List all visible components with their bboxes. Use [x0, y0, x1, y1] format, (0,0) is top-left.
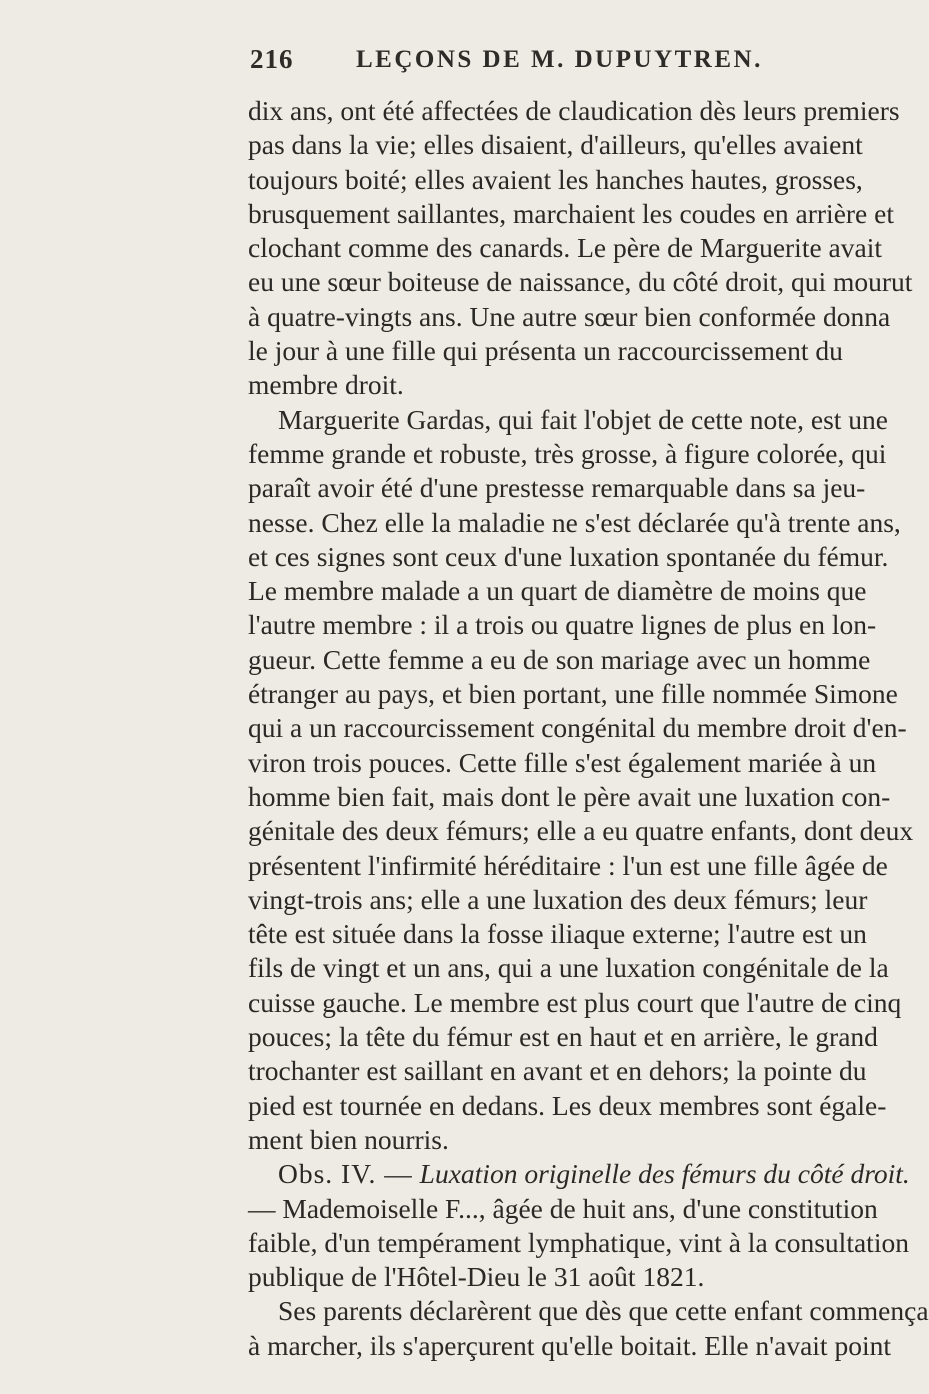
text-line: pas dans la vie; elles disaient, d'ailleurs, qu'elles avaient	[248, 129, 863, 161]
text-line: eu une sœur boiteuse de naissance, du côté droit, qui mourut	[248, 266, 913, 298]
text-line: étranger au pays, et bien portant, une fille nommée Simone	[248, 678, 898, 710]
text-line: ment bien nourris.	[248, 1123, 449, 1155]
text-line: — Mademoiselle F..., âgée de huit ans, d'une constitution	[248, 1192, 878, 1224]
text-line: présentent l'infirmité héréditaire : l'un est une fille âgée de	[248, 849, 888, 881]
text-line: viron trois pouces. Cette fille s'est également mariée à un	[248, 746, 877, 778]
text-line: le jour à une fille qui présenta un raccourcissement du	[248, 335, 843, 367]
text-line: fils de vingt et un ans, qui a une luxation congénitale de la	[248, 952, 889, 984]
text-line: Ses parents déclarèrent que dès que cette enfant commença	[278, 1295, 929, 1327]
text-line: femme grande et robuste, très grosse, à figure colorée, qui	[248, 437, 887, 469]
text-line: nesse. Chez elle la maladie ne s'est déclarée qu'à trente ans,	[248, 506, 901, 538]
running-title: LEÇONS DE M. DUPUYTREN.	[356, 46, 763, 73]
text-line: tête est située dans la fosse iliaque externe; l'autre est un	[248, 918, 867, 950]
text-line: faible, d'un tempérament lymphatique, vint à la consultation	[248, 1226, 909, 1258]
text-line: à marcher, ils s'aperçurent qu'elle boitait. Elle n'avait point	[248, 1329, 891, 1361]
body-text	[248, 94, 929, 1363]
page-number: 216	[250, 44, 294, 74]
text-line: trochanter est saillant en avant et en dehors; la pointe du	[248, 1055, 867, 1087]
text-line: membre droit.	[248, 369, 404, 401]
text-line: clochant comme des canards. Le père de Marguerite avait	[248, 232, 882, 264]
observation-label: Obs. IV. —	[278, 1158, 413, 1190]
text-line: génitale des deux fémurs; elle a eu quatre enfants, dont deux	[248, 815, 914, 847]
text-line: à quatre-vingts ans. Une autre sœur bien conformée donna	[248, 300, 891, 332]
text-line: publique de l'Hôtel-Dieu le 31 août 1821.	[248, 1261, 705, 1293]
text-line: brusquement saillantes, marchaient les coudes en arrière et	[248, 197, 894, 229]
text-line: l'autre membre : il a trois ou quatre lignes de plus en lon-	[248, 609, 877, 641]
text-line: vingt-trois ans; elle a une luxation des deux fémurs; leur	[248, 883, 868, 915]
text-line: dix ans, ont été affectées de claudication dès leurs premiers	[248, 95, 900, 126]
text-line: paraît avoir été d'une prestesse remarquable dans sa jeu-	[248, 472, 866, 504]
text-line: pouces; la tête du fémur est en haut et en arrière, le grand	[248, 1021, 878, 1053]
observation-title: Luxation originelle des fémurs du côté droit.	[419, 1158, 910, 1190]
text-line: cuisse gauche. Le membre est plus court que l'autre de cinq	[248, 986, 902, 1018]
observation-heading	[248, 1157, 910, 1191]
text-line: Le membre malade a un quart de diamètre de moins que	[248, 575, 867, 607]
text-line: et ces signes sont ceux d'une luxation spontanée du fémur.	[248, 540, 889, 572]
text-line: pied est tournée en dedans. Les deux membres sont égale-	[248, 1089, 887, 1121]
text-line: toujours boité; elles avaient les hanches hautes, grosses,	[248, 163, 863, 195]
text-line: qui a un raccourcissement congénital du membre droit d'en-	[248, 712, 907, 744]
text-line: homme bien fait, mais dont le père avait une luxation con-	[248, 780, 891, 812]
text-line: Marguerite Gardas, qui fait l'objet de cette note, est une	[278, 403, 888, 435]
running-head	[250, 44, 770, 84]
text-line: gueur. Cette femme a eu de son mariage avec un homme	[248, 643, 871, 675]
